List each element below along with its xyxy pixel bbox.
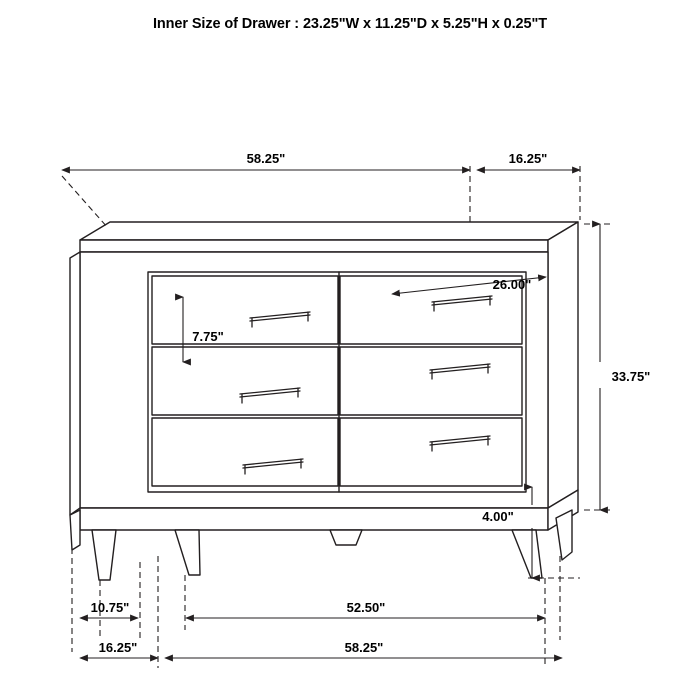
- dim-top-depth: 16.25": [508, 151, 548, 166]
- dim-drawer-width-right: 26.00": [492, 277, 532, 292]
- dim-leg-offset: 10.75": [90, 600, 130, 615]
- dim-total-height: 33.75": [611, 369, 651, 384]
- dim-base-depth: 16.25": [98, 640, 138, 655]
- dim-base-width: 58.25": [344, 640, 384, 655]
- dim-base-inner-width: 52.50": [346, 600, 386, 615]
- dim-top-width: 58.25": [246, 151, 286, 166]
- page-title: Inner Size of Drawer : 23.25"W x 11.25"D x 5.25"H x 0.25"T: [152, 16, 548, 32]
- dim-leg-height: 4.00": [482, 509, 514, 524]
- dim-drawer-height: 7.75": [192, 329, 224, 344]
